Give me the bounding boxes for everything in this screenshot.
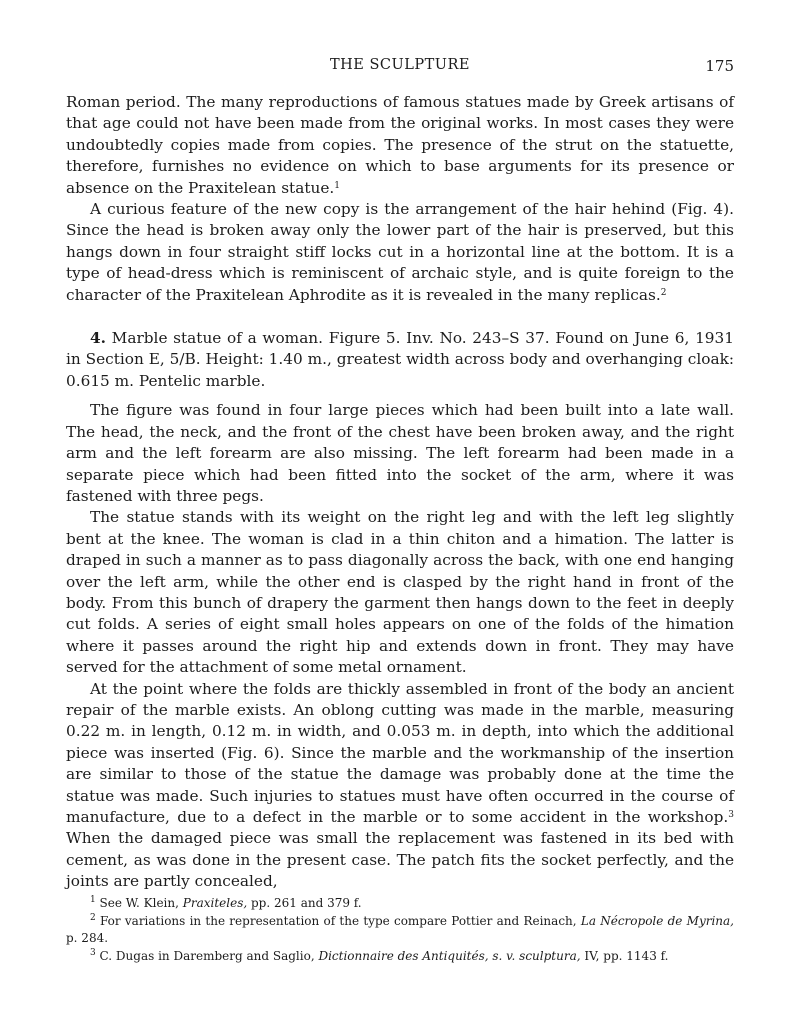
paragraph-finding — [66, 400, 734, 507]
footnote-title: La Nécropole de Myrina, — [580, 913, 734, 928]
page-number: 175 — [705, 57, 734, 75]
paragraph-repair — [66, 679, 734, 893]
footnote-text: For variations in the representation of the type compare Pottier and Reinach, — [95, 913, 581, 928]
catalogue-entry — [66, 328, 734, 392]
paragraph-continued — [66, 92, 734, 199]
footnote-mark: 3 — [90, 947, 96, 958]
page-header — [66, 57, 734, 79]
paragraph-pose — [66, 507, 734, 678]
paragraph-text: The figure was found in four large pieces which had been built into a late wall. The head, the neck, and the front of the chest have been broken away, and the right arm and the left forearm are also missing. The left forearm had been made in a separate piece which had been fitted into the socket of the arm, where it was fastened with three pegs. — [66, 401, 734, 505]
paragraph-hair — [66, 199, 734, 306]
running-head: THE SCULPTURE — [329, 57, 471, 73]
footnote — [66, 913, 734, 948]
footnote-text: C. Dugas in Daremberg and Saglio, — [95, 948, 319, 963]
footnote-mark: 2 — [90, 912, 96, 923]
footnote-ref: 1 — [334, 180, 340, 191]
footnote — [66, 948, 734, 966]
footnote-ref: 2 — [660, 287, 667, 298]
footnotes — [66, 895, 734, 965]
main-text — [66, 92, 734, 893]
footnote-text: p. 284. — [66, 931, 109, 945]
footnote-title: Dictionnaire des Antiquités, s. v. sculptura, — [318, 948, 581, 963]
entry-text: Marble statue of a woman. Figure 5. Inv. No. 243–S 37. Found on June 6, 1931 in Section E, 5/B. Height: 1.40 m., greatest width across body and overhanging cloak: 0.615 m. Pentelic marble. — [66, 329, 734, 390]
footnote-text: See W. Klein, — [95, 896, 183, 910]
paragraph-text: Roman period. The many reproductions of famous statues made by Greek artisans of that age could not have been made from the original works. In most cases they were undoubtedly copies made from copies. The presence of the strut on the statuette, therefore, furnishes no evidence on which to base arguments for its presence or absence on the Praxitelean statue. — [66, 93, 734, 197]
footnote-title: Praxiteles, — [182, 896, 248, 910]
footnote-text: IV, pp. 1143 f. — [580, 948, 669, 963]
paragraph-text: A curious feature of the new copy is the arrangement of the hair hehind (Fig. 4). Since the head is broken away only the lower part of the hair is preserved, but this hangs down in four straight stiff locks cut in a horizontal line at the bottom. It is a type of head-dress which is reminiscent of archaic style, and is quite foreign to the character of the Praxitelean Aphrodite as it is revealed in the many replicas. — [66, 200, 734, 304]
entry-number: 4. — [90, 329, 106, 348]
footnote-ref: 3 — [728, 810, 734, 820]
footnote-text: pp. 261 and 379 f. — [247, 896, 362, 910]
footnote-mark: 1 — [90, 895, 96, 905]
paragraph-text: The statue stands with its weight on the right leg and with the left leg slightly bent at the knee. The woman is clad in a thin chiton and a himation. The latter is draped in such a manner as to pass diagonally across the back, with one end hanging over the left arm, while the other end is clasped by the right hand in front of the body. From this bunch of drapery the garment then hangs down to the feet in deeply cut folds. A series of eight small holes appears on one of the folds of the himation where it passes around the right hip and extends down in front. They may have served for the attachment of some metal ornament. — [66, 508, 734, 677]
footnote — [66, 895, 734, 913]
paragraph-text: At the point where the folds are thickly assembled in front of the body an ancient repair of the marble exists. An oblong cutting was made in the marble, measuring 0.22 m. in length, 0.12 m. in width, and 0.053 m. in depth, into which the additional piece was inserted (Fig. 6). Since the marble and the workmanship of the insertion are similar to those of the statue the damage was probably done at the time the statue was made. Such injuries to statues must have often occurred in the course of manufacture, due to a defect in the marble or to some accident in the workshop. — [66, 679, 734, 826]
paragraph-text: When the damaged piece was small the replacement was fastened in its bed with cement, as was done in the present case. The patch fits the socket perfectly, and the joints are partly concealed, — [66, 829, 734, 891]
